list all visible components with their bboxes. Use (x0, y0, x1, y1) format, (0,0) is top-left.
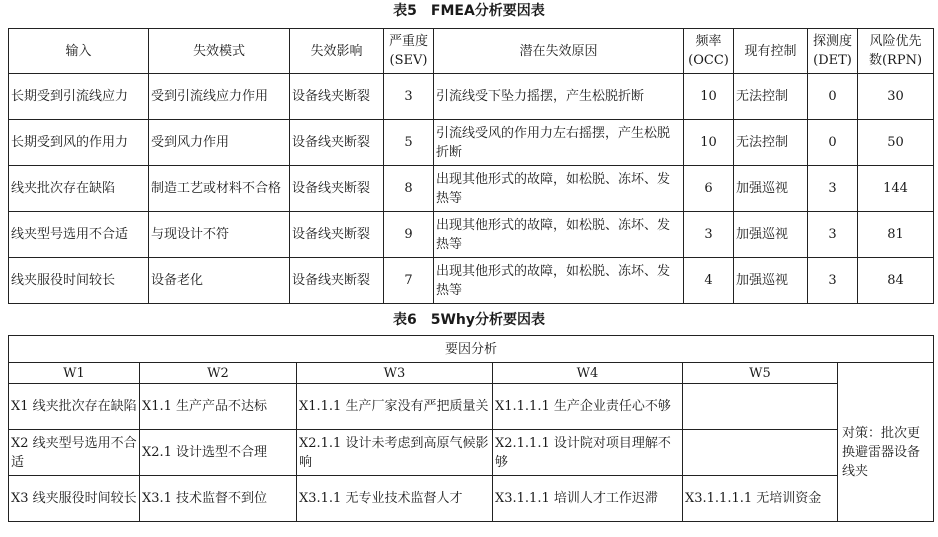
fmea-header-cell-8: 风险优先 数(RPN) (858, 29, 934, 74)
fmea-cell-8: 144 (858, 166, 934, 212)
fmea-cell-1: 受到风力作用 (149, 120, 290, 166)
5why-cell-w3: X3.1.1 无专业技术监督人才 (297, 476, 493, 522)
fmea-cell-6: 加强巡视 (734, 212, 808, 258)
5why-row (9, 476, 934, 522)
5why-header-row (9, 363, 934, 384)
5why-cell-w5: X3.1.1.1.1 无培训资金 (683, 476, 838, 522)
table5-caption: 表5 FMEA分析要因表 (393, 3, 545, 19)
fmea-row (9, 74, 934, 120)
5why-cell-w2: X1.1 生产产品不达标 (140, 384, 297, 430)
fmea-cell-5: 3 (684, 212, 734, 258)
5why-cell-w3: X1.1.1 生产厂家没有严把质量关 (297, 384, 493, 430)
fmea-cell-5: 10 (684, 74, 734, 120)
fmea-cell-7: 3 (808, 166, 858, 212)
fmea-row (9, 212, 934, 258)
fmea-cell-8: 84 (858, 258, 934, 304)
5why-cell-w1: X1 线夹批次存在缺陷 (9, 384, 140, 430)
fmea-table (8, 28, 934, 304)
strategy-cell: 对策：批次更换避雷器设备线夹 (838, 384, 934, 522)
5why-header-w1: W1 (9, 363, 140, 384)
fmea-cell-4: 出现其他形式的故障，如松脱、冻坏、发热等 (434, 258, 684, 304)
5why-cell-w4: X3.1.1.1 培训人才工作迟滞 (493, 476, 683, 522)
fmea-cell-6: 无法控制 (734, 74, 808, 120)
fmea-cell-7: 0 (808, 120, 858, 166)
fmea-cell-3: 3 (384, 74, 434, 120)
5why-cell-w5 (683, 384, 838, 430)
5why-row (9, 430, 934, 476)
fmea-header-cell-0: 输入 (9, 29, 149, 74)
fmea-cell-2: 设备线夹断裂 (290, 166, 384, 212)
5why-table (8, 335, 934, 522)
fmea-header-cell-7: 探测度 (DET) (808, 29, 858, 74)
fmea-header-cell-4: 潜在失效原因 (434, 29, 684, 74)
fmea-cell-8: 81 (858, 212, 934, 258)
fmea-cell-7: 3 (808, 212, 858, 258)
5why-cell-w1: X2 线夹型号选用不合适 (9, 430, 140, 476)
fmea-header-row (9, 29, 934, 74)
fmea-cell-1: 与现设计不符 (149, 212, 290, 258)
fmea-cell-4: 出现其他形式的故障，如松脱、冻坏、发热等 (434, 166, 684, 212)
fmea-cell-1: 设备老化 (149, 258, 290, 304)
fmea-cell-2: 设备线夹断裂 (290, 74, 384, 120)
fmea-cell-0: 线夹型号选用不合适 (9, 212, 149, 258)
5why-cell-w1: X3 线夹服役时间较长 (9, 476, 140, 522)
fmea-cell-6: 加强巡视 (734, 166, 808, 212)
fmea-cell-4: 出现其他形式的故障，如松脱、冻坏、发热等 (434, 212, 684, 258)
fmea-cell-4: 引流线受风的作用力左右摇摆，产生松脱折断 (434, 120, 684, 166)
5why-header-w5: W5 (683, 363, 838, 384)
5why-cell-w4: X2.1.1.1 设计院对项目理解不够 (493, 430, 683, 476)
fmea-cell-1: 受到引流线应力作用 (149, 74, 290, 120)
fmea-cell-5: 4 (684, 258, 734, 304)
fmea-cell-0: 长期受到风的作用力 (9, 120, 149, 166)
fmea-cell-6: 无法控制 (734, 120, 808, 166)
fmea-header-cell-5: 频率 (OCC) (684, 29, 734, 74)
fmea-cell-3: 5 (384, 120, 434, 166)
fmea-cell-3: 7 (384, 258, 434, 304)
5why-row (9, 384, 934, 430)
strategy-header-spacer (838, 363, 934, 384)
5why-cell-w4: X1.1.1.1 生产企业责任心不够 (493, 384, 683, 430)
5why-cell-w5 (683, 430, 838, 476)
fmea-cell-3: 8 (384, 166, 434, 212)
fmea-cell-8: 50 (858, 120, 934, 166)
fmea-cell-4: 引流线受下坠力摇摆，产生松脱折断 (434, 74, 684, 120)
fmea-cell-5: 6 (684, 166, 734, 212)
fmea-cell-7: 0 (808, 74, 858, 120)
fmea-cell-7: 3 (808, 258, 858, 304)
fmea-cell-2: 设备线夹断裂 (290, 120, 384, 166)
fmea-cell-0: 线夹批次存在缺陷 (9, 166, 149, 212)
fmea-cell-5: 10 (684, 120, 734, 166)
fmea-cell-6: 加强巡视 (734, 258, 808, 304)
fmea-cell-2: 设备线夹断裂 (290, 258, 384, 304)
5why-header-w2: W2 (140, 363, 297, 384)
fmea-cell-3: 9 (384, 212, 434, 258)
fmea-cell-8: 30 (858, 74, 934, 120)
5why-cell-w3: X2.1.1 设计未考虑到高原气候影响 (297, 430, 493, 476)
fmea-cell-2: 设备线夹断裂 (290, 212, 384, 258)
5why-cell-w2: X2.1 设计选型不合理 (140, 430, 297, 476)
fmea-header-cell-6: 现有控制 (734, 29, 808, 74)
5why-group-header-row (9, 336, 934, 363)
fmea-header-cell-1: 失效模式 (149, 29, 290, 74)
5why-header-w4: W4 (493, 363, 683, 384)
fmea-row (9, 120, 934, 166)
5why-header-w3: W3 (297, 363, 493, 384)
table6-caption: 表6 5Why分析要因表 (392, 312, 546, 328)
fmea-cell-0: 线夹服役时间较长 (9, 258, 149, 304)
fmea-cell-1: 制造工艺或材料不合格 (149, 166, 290, 212)
fmea-cell-0: 长期受到引流线应力 (9, 74, 149, 120)
group-header-cell: 要因分析 (9, 336, 934, 363)
fmea-row (9, 258, 934, 304)
5why-cell-w2: X3.1 技术监督不到位 (140, 476, 297, 522)
fmea-row (9, 166, 934, 212)
fmea-header-cell-2: 失效影响 (290, 29, 384, 74)
fmea-header-cell-3: 严重度 (SEV) (384, 29, 434, 74)
